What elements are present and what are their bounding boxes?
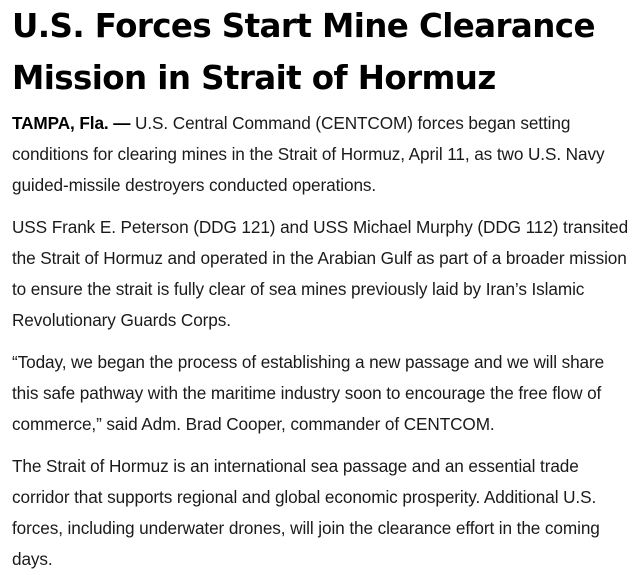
paragraph-strait: The Strait of Hormuz is an international sea passage and an essential trade corridor that supports regional and global economic prosperity. Additional U.S. forces, including underwater drones, will join the clearance effort in the coming days.	[12, 456, 600, 569]
paragraph-quote: “Today, we began the process of establishing a new passage and we will share this safe pathway with the maritime industry soon to encourage the free flow of commerce,” said Adm. Brad Cooper, commander of CENTCOM.	[12, 352, 605, 434]
dateline: TAMPA, Fla. —	[12, 113, 131, 133]
lead-text: U.S. Central Command (CENTCOM) forces began setting conditions for clearing mines in the Strait of Hormuz, April 11, as two U.S. Navy guided-missile destroyers conducted operations.	[12, 113, 605, 195]
article-body	[12, 108, 634, 575]
news-article	[12, 0, 634, 575]
paragraph-destroyers: USS Frank E. Peterson (DDG 121) and USS Michael Murphy (DDG 112) transited the Strait of Hormuz and operated in the Arabian Gulf as part of a broader mission to ensure the strait is fully clear of sea mines previously laid by Iran’s Islamic Revolutionary Guards Corps.	[12, 217, 629, 330]
lead-paragraph	[12, 108, 634, 201]
article-headline: U.S. Forces Start Mine Clearance Mission in Strait of Hormuz	[12, 7, 595, 97]
